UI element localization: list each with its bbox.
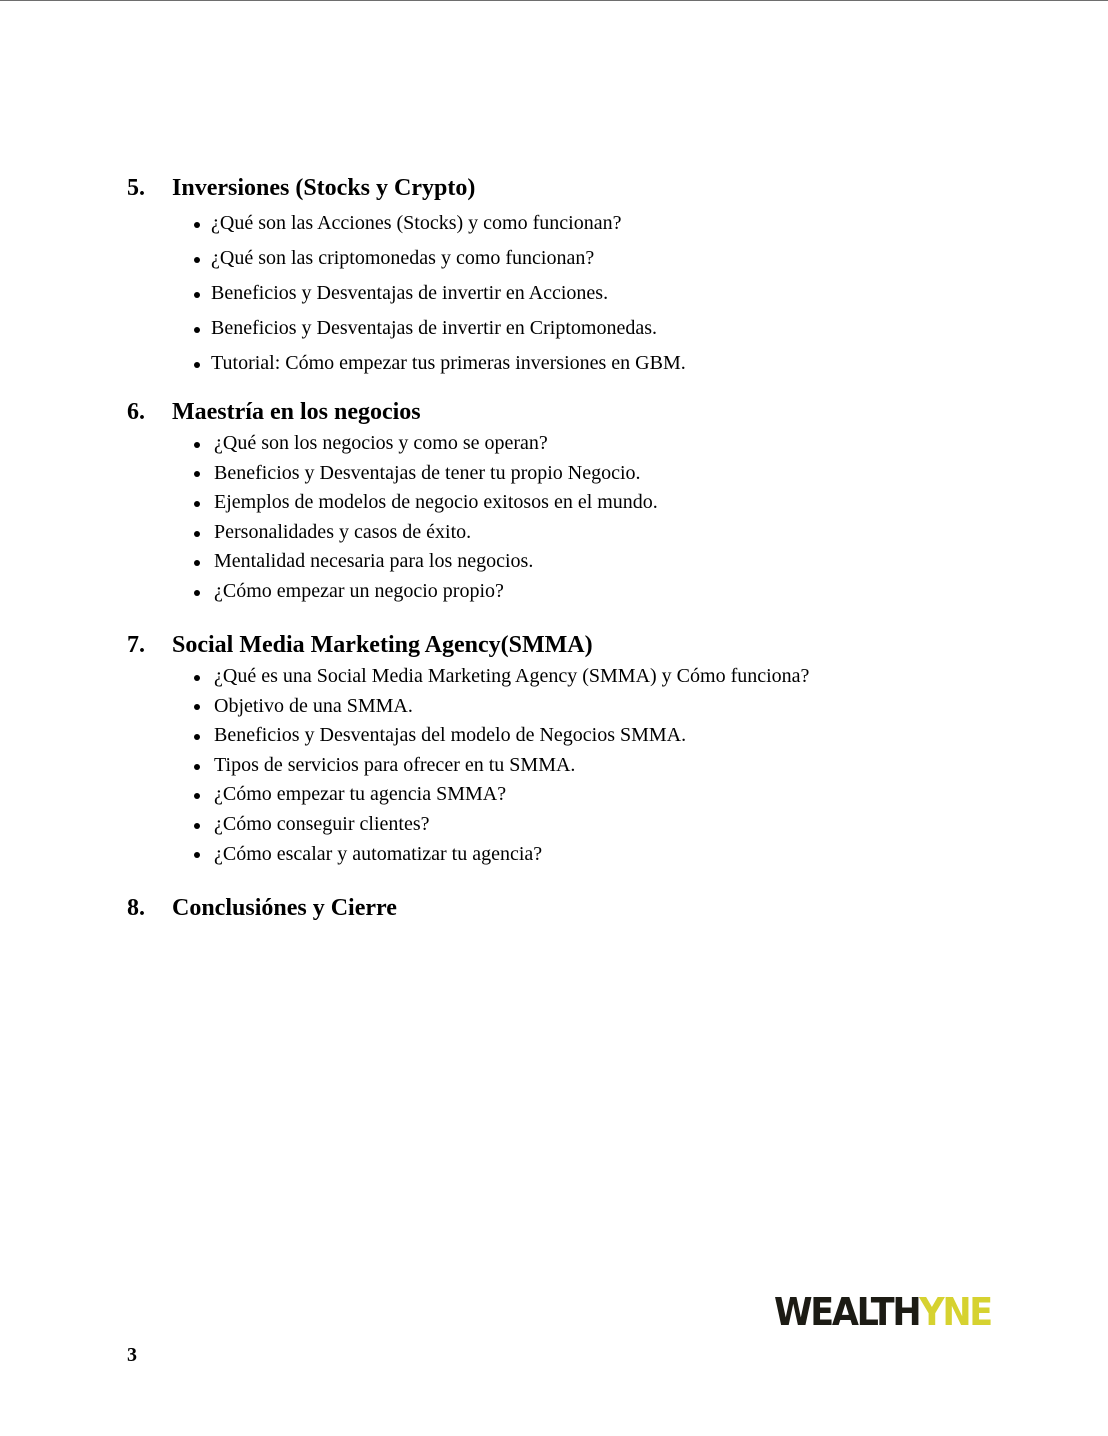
list-item: ¿Qué son los negocios y como se operan? — [0, 429, 1000, 459]
section-number: 8. — [127, 895, 145, 921]
bullet-icon — [194, 764, 200, 770]
bullet-icon — [194, 501, 200, 507]
bullet-icon — [194, 292, 200, 298]
bullet-icon — [194, 560, 200, 566]
bullet-icon — [194, 442, 200, 448]
section-heading — [0, 629, 1000, 661]
list-item: Ejemplos de modelos de negocio exitosos en el mundo. — [0, 488, 1000, 518]
bullet-icon — [194, 362, 200, 368]
section-title: Social Media Marketing Agency(SMMA) — [172, 632, 593, 658]
section-title: Conclusiónes y Cierre — [172, 895, 397, 921]
section-heading — [0, 172, 1000, 204]
logo-text-part2: YNE — [919, 1290, 991, 1334]
list-item: Mentalidad necesaria para los negocios. — [0, 547, 1000, 577]
section-number: 7. — [127, 632, 145, 658]
list-item: ¿Qué es una Social Media Marketing Agency (SMMA) y Cómo funciona? — [0, 662, 1000, 692]
section-title: Inversiones (Stocks y Crypto) — [172, 175, 476, 201]
list-item: Beneficios y Desventajas de invertir en Criptomonedas. — [0, 311, 1000, 346]
section-title: Maestría en los negocios — [172, 399, 421, 425]
bullet-icon — [194, 793, 200, 799]
bullet-icon — [194, 531, 200, 537]
bullet-icon — [194, 734, 200, 740]
bullet-list — [0, 429, 1000, 607]
logo-text-part1: WEALTH — [774, 1290, 920, 1334]
list-item: Objetivo de una SMMA. — [0, 692, 1000, 722]
list-item: ¿Cómo empezar un negocio propio? — [0, 577, 1000, 607]
list-item: ¿Cómo empezar tu agencia SMMA? — [0, 780, 1000, 810]
list-item: ¿Qué son las criptomonedas y como funcionan? — [0, 241, 1000, 276]
bullet-icon — [194, 823, 200, 829]
bullet-list — [0, 662, 1000, 869]
list-item: Beneficios y Desventajas de invertir en Acciones. — [0, 276, 1000, 311]
list-item: Beneficios y Desventajas de tener tu propio Negocio. — [0, 459, 1000, 489]
section-number: 5. — [127, 175, 145, 201]
bullet-icon — [194, 704, 200, 710]
list-item: Tutorial: Cómo empezar tus primeras inversiones en GBM. — [0, 346, 1000, 381]
bullet-icon — [194, 590, 200, 596]
bullet-icon — [194, 471, 200, 477]
bullet-icon — [194, 327, 200, 333]
list-item: Personalidades y casos de éxito. — [0, 518, 1000, 548]
wealthyne-logo — [774, 1289, 991, 1335]
bullet-icon — [194, 222, 200, 228]
list-item: Beneficios y Desventajas del modelo de Negocios SMMA. — [0, 721, 1000, 751]
bullet-icon — [194, 675, 200, 681]
section-heading — [0, 892, 1000, 924]
page-number: 3 — [127, 1344, 137, 1366]
bullet-icon — [194, 852, 200, 858]
top-border — [0, 0, 1108, 1]
list-item: ¿Cómo escalar y automatizar tu agencia? — [0, 840, 1000, 870]
section-heading — [0, 396, 1000, 428]
list-item: ¿Cómo conseguir clientes? — [0, 810, 1000, 840]
bullet-list — [0, 206, 1000, 381]
list-item: Tipos de servicios para ofrecer en tu SMMA. — [0, 751, 1000, 781]
bullet-icon — [194, 257, 200, 263]
list-item: ¿Qué son las Acciones (Stocks) y como funcionan? — [0, 206, 1000, 241]
section-number: 6. — [127, 399, 145, 425]
